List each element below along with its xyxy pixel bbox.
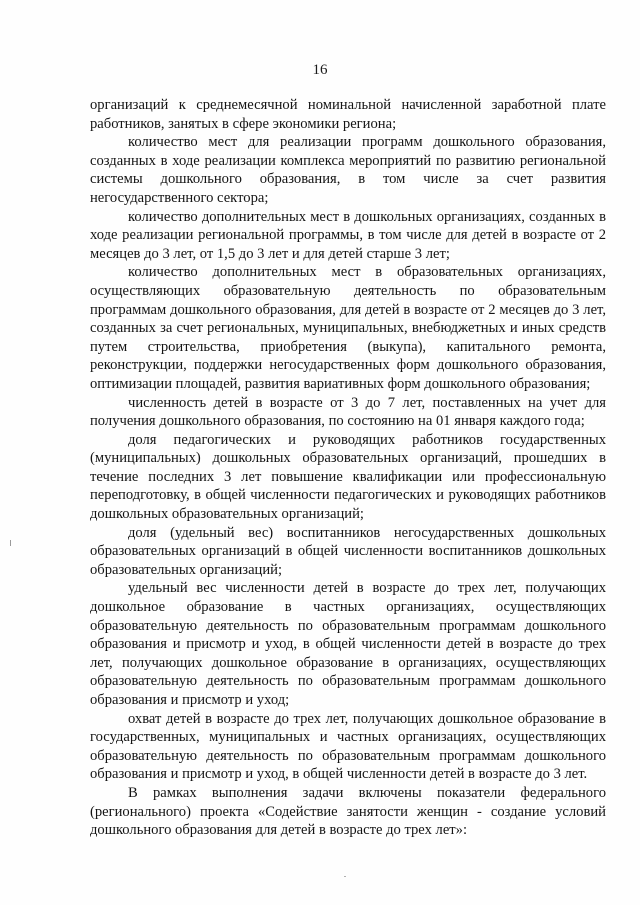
paragraph: численность детей в возрасте от 3 до 7 лет, поставленных на учет для получения дошкольного образования, по состоянию на 01 января каждого года; — [90, 394, 606, 430]
paragraph: В рамках выполнения задачи включены показатели федерального (регионального) проекта «Содействие занятости женщин - создание условий дошкольного образования для детей в возрасте до трех лет»: — [90, 784, 606, 839]
paragraph: охват детей в возрасте до трех лет, получающих дошкольное образование в государственных, муниципальных и частных организациях, осуществляющих образовательную деятельность по образовательным программам дошкольного образования и присмотр и уход, в общей численности детей в возрасте до 3 лет. — [90, 710, 606, 783]
page-number: 16 — [312, 62, 328, 78]
paragraph: удельный вес численности детей в возрасте до трех лет, получающих дошкольное образование в частных организациях, осуществляющих образовательную деятельность по образовательным программам дошкольного образования и присмотр и уход, в общей численности детей в возрасте до трех лет, получающих дошкольное образование в организациях, осуществляющих образовательную деятельность по образовательным программам дошкольного образования и присмотр и уход; — [90, 580, 606, 708]
scan-dust-mark — [344, 876, 346, 877]
scan-margin-mark — [10, 540, 11, 546]
paragraph-continuation: организаций к среднемесячной номинальной начисленной заработной плате работников, занятых в сфере экономики региона; — [90, 97, 606, 132]
paragraph: доля (удельный вес) воспитанников негосударственных дошкольных образовательных организаций в общей численности воспитанников дошкольных образовательных организаций; — [90, 524, 606, 578]
paragraph: доля педагогических и руководящих работников государственных (муниципальных) дошкольных образовательных организаций, прошедших в течение последних 3 лет повышение квалификации или профессиональную переподготовку, в общей численности педагогических и руководящих работников дошкольных образовательных организаций; — [90, 431, 606, 523]
paragraph: количество мест для реализации программ дошкольного образования, созданных в ходе реализации комплекса мероприятий по развитию региональной системы дошкольного образования, в том числе за счет развития негосударственного сектора; — [90, 134, 606, 206]
paragraph: количество дополнительных мест в образовательных организациях, осуществляющих образовательную деятельность по образовательным программам дошкольного образования, для детей в возрасте от 2 месяцев до 3 лет, созданных за счет региональных, муниципальных, внебюджетных и иных средств путем строительства, приобретения (выкупа), капитального ремонта, реконструкции, поддержки негосударственных форм дошкольного образования, оптимизации площадей, развития вариативных форм дошкольного образования; — [90, 264, 606, 392]
document-body — [90, 96, 606, 840]
paragraph: количество дополнительных мест в дошкольных организациях, созданных в ходе реализации региональной программы, в том числе для детей в возрасте от 2 месяцев до 3 лет, от 1,5 до 3 лет и для детей старше 3 лет; — [90, 208, 606, 262]
